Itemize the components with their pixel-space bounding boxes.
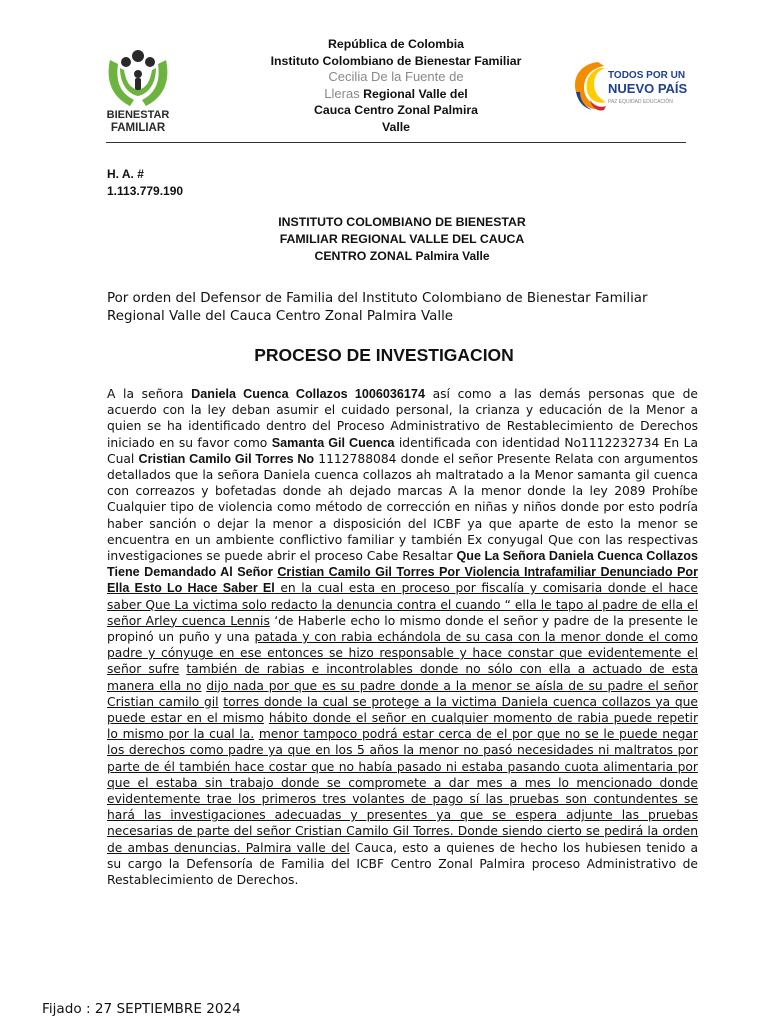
body-seg-12: patada y con rabia echándola de su casa con la menor donde el como padre y cónyuge en ese entonces se hizo responsable y hace constar que evidentemente el señor sufre — [107, 630, 698, 677]
header-divider — [106, 142, 686, 143]
institution-centro-zonal: CENTRO ZONAL — [314, 249, 413, 263]
header-line-valle: Valle — [381, 119, 411, 134]
header-line-institute: Instituto Colombiano de Bienestar Familiar — [270, 53, 522, 68]
body-seg-7: 1112788084 donde el señor Presente Relata con argumentos detallados que la señora Daniela cuenca collazos ah maltratado a la Menor samanta gil cuenca con correazos y bofetadas donde ah dejado marcas A la menor donde la ley 2089 Prohíbe Cualquier tipo de violencia como método de corrección en niñas y niños donde por esto podría haber sanción o dejar la menor a disposición del ICBF ya que aparte de esto la menor se encuentra en un ambiente conflictivo familiar y también Ex conyugal Que con las respectivas investigaciones se puede abrir el proceso Cabe Resaltar — [107, 451, 698, 564]
body-seg-16: dijo nada por que es su padre donde a la menor se aísla de su padre el señor Cristian camilo gil — [107, 678, 698, 709]
document-header — [240, 36, 552, 136]
body-seg-9: Cristian Camilo Gil Torres Por Violencia Intrafamiliar Denunciado Por Ella Esto Lo Hace Saber El — [107, 565, 698, 596]
body-seg-20: hábito donde el señor en cualquier momento de rabia puede repetir lo mismo por la cual la. — [107, 711, 698, 742]
family-hands-icon — [100, 48, 176, 136]
bienestar-familiar-logo — [100, 48, 176, 136]
logo-text-nuevo-pais: NUEVO PAÍS — [608, 81, 688, 96]
institution-line-3 — [200, 248, 604, 265]
body-seg-18: torres donde la cual se protege a la victima Daniela cuenca collazos ya que puede estar en el mismo — [107, 694, 698, 726]
institution-line-1: INSTITUTO COLOMBIANO DE BIENESTAR — [278, 215, 526, 229]
body-seg-5: identificada con identidad No1112232734 En La Cual — [107, 435, 699, 466]
body-seg-11: ‘de Haberle echo lo mismo donde el señor y padre de la presente le propinó un puño y una — [107, 613, 698, 645]
institution-block — [200, 214, 604, 265]
header-line-cecilia: Cecilia De la Fuente de — [328, 69, 464, 85]
body-seg-6: Cristian Camilo Gil Torres No — [138, 451, 315, 466]
logo-text-paz: PAZ EQUIDAD EDUCACIÓN — [608, 99, 673, 105]
ha-number: 1.113.779.190 — [107, 183, 184, 198]
body-seg-3: así como a las demás personas que de acuerdo con la ley deban asumir el cuidado personal, la crianza y educación de la Menor a quien se ha identificado dentro del Proceso Administrativo de Restablecimiento de Derechos iniciado en su favor como — [107, 387, 698, 450]
body-seg-22: menor tampoco podrá estar cerca de el por que no se le puede negar los derechos como padre ya que en los 5 años la menor no pasó necesidades ni maltratos por parte de él también hace costar que no había pasado ni estaba pasando cuota alimentaria por que el estaba sin trabajo donde se compromete a dar mes a mes lo mencionado donde evidentemente trae los primeros tres volantes de pago sí las pruebas son contundentes se hará las investigaciones adecuadas y presentes ya que se espera adjunte las pruebas necesarias de parte del señor Cristian Camilo Gil Torres. Donde siendo cierto se pedirá la orden de ambas denuncias. Palmira valle del — [107, 727, 698, 855]
header-line-republic: República de Colombia — [328, 37, 464, 51]
logo-text-todos: TODOS POR UN — [608, 70, 686, 81]
ha-block — [107, 166, 183, 199]
header-line-cauca: Cauca Centro Zonal Palmira — [313, 103, 478, 118]
page-title: PROCESO DE INVESTIGACION — [254, 345, 514, 365]
institution-palmira: Palmira Valle — [412, 249, 490, 263]
fijado-date: Fijado : 27 SEPTIEMBRE 2024 — [42, 1001, 241, 1017]
header-line-regional — [240, 86, 552, 103]
nuevo-pais-swirl-icon — [570, 56, 690, 116]
institution-line-2: FAMILIAR REGIONAL VALLE DEL CAUCA — [279, 232, 525, 246]
body-seg-4: Samanta Gil Cuenca — [271, 435, 395, 450]
header-lleras: Lleras — [324, 85, 360, 101]
body-seg-10: en la cual esta en proceso por fiscalía y comisaria donde el hace saber Que La victima solo redacto la denuncia contra el cuando “ ella le tapo al padre de ella el señor Arley cuenca Lennis — [107, 581, 698, 628]
header-regional-valle: Regional Valle del — [359, 86, 468, 101]
body-seg-1: A la señora — [107, 387, 192, 401]
logo-text-familiar: FAMILIAR — [110, 122, 166, 134]
body-seg-14: también de rabias e incontrolables donde no sólo con ella a actuado de esta manera ella no — [107, 662, 698, 693]
ha-label: H. A. # — [107, 167, 144, 181]
body-seg-8: Que La Señora Daniela Cuenca Collazos Tiene Demandado Al Señor — [107, 549, 699, 580]
logo-text-bienestar: BIENESTAR — [106, 109, 170, 121]
todos-por-un-nuevo-pais-logo — [570, 56, 690, 116]
investigation-body — [107, 386, 698, 888]
body-seg-23: Cauca, esto a quienes de hecho los hubiesen tenido a su cargo la Defensoría de Familia del ICBF Centro Zonal Palmira proceso Administrativo de Restablecimiento de Derechos. — [107, 840, 698, 888]
order-paragraph: Por orden del Defensor de Familia del Instituto Colombiano de Bienestar Familiar Regional Valle del Cauca Centro Zonal Palmira Valle — [107, 291, 648, 324]
body-seg-2: Daniela Cuenca Collazos 1006036174 — [191, 387, 425, 401]
